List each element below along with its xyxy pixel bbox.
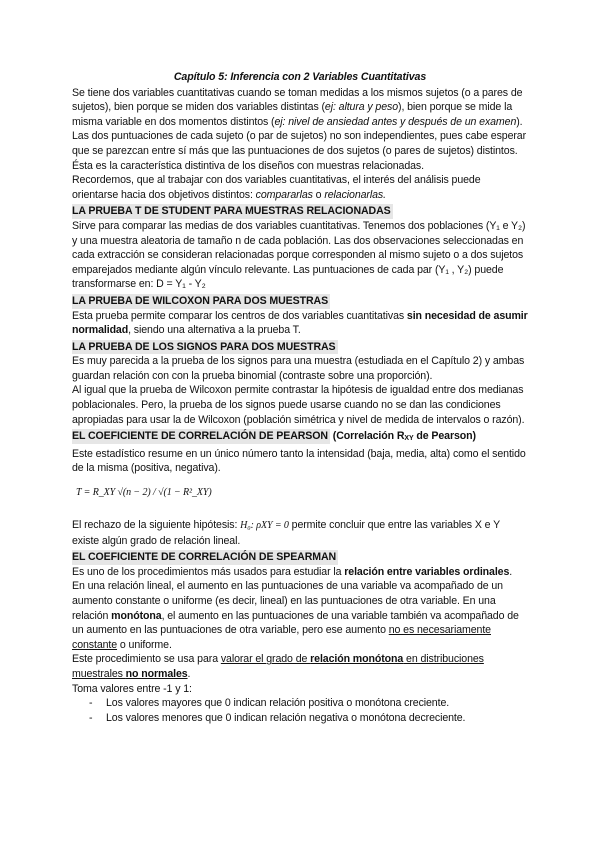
pearson-heading-extra: (Correlación R [329, 430, 405, 443]
wilcoxon-paragraph [72, 309, 528, 338]
intro-example-2: ej: nivel de ansiedad antes y después de un examen [274, 115, 517, 128]
spearman-underline: no es necesariamente constante [72, 624, 491, 651]
intro-paragraph-3 [72, 173, 528, 202]
spearman-paragraph-2 [72, 579, 528, 652]
objective-relate: relacionarlas. [324, 188, 386, 201]
pearson-paragraph-1: Este estadístico resume en un único número tanto la intensidad (baja, media, alta) como el sentido de la misma (positiva, negativa). [72, 447, 526, 475]
document-page [72, 70, 528, 725]
spearman-paragraph-4: Toma valores entre -1 y 1: [72, 682, 192, 695]
section-heading-pearson: EL COEFICIENTE DE CORRELACIÓN DE PEARSON [72, 430, 328, 443]
spearman-emphasis: monótona [111, 609, 162, 622]
spearman-text: En una relación lineal, el aumento en las puntuaciones de una variable va acompañado de un aumento constante o uniforme (es decir, lineal) en las puntuaciones de otra variable. En una relación [72, 580, 503, 622]
wilcoxon-text: , siendo una alternativa a la prueba T. [128, 324, 301, 337]
intro-paragraph-1 [72, 86, 528, 130]
spearman-underline: valorar el grado de [220, 653, 311, 666]
spearman-text: , el aumento en las puntuaciones de una variable también va acompañado de un aumento en las puntuaciones de otra variable, pero ese aumento [72, 609, 519, 637]
section-heading-spearman: EL COEFICIENTE DE CORRELACIÓN DE SPEARMAN [72, 551, 337, 564]
section-heading-signos: LA PRUEBA DE LOS SIGNOS PARA DOS MUESTRAS [72, 340, 336, 353]
intro-text: ), bien porque se mide la misma variable en dos momentos distintos ( [72, 101, 513, 128]
spearman-text: Es uno de los procedimientos más usados para estudiar la [72, 565, 345, 578]
spearman-bullet-list [72, 696, 528, 725]
t-student-paragraph: Sirve para comparar las medias de dos variables cuantitativas. Tenemos dos poblaciones (Y₁ e Y₂) y una muestra aleatoria de tamaño n de cada población. Las dos observaciones seleccionadas en cada extracción se consideran relacionadas porque corresponden al mismo sujeto o a dos sujetos emparejados mediante algún vínculo relevante. Las puntuaciones de cada par (Y₁ , Y₂) puede transformarse en: D = Y₁ - Y₂ [72, 219, 526, 291]
pearson-text: El rechazo de la siguiente hipótesis: [72, 519, 241, 532]
spearman-text: o uniforme. [117, 638, 172, 651]
section-heading-pearson-line [72, 428, 528, 447]
section-heading-t-student: LA PRUEBA T DE STUDENT PARA MUESTRAS RELACIONADAS [72, 205, 391, 218]
spearman-paragraph-3 [72, 652, 528, 681]
signos-paragraph-2: Al igual que la prueba de Wilcoxon permite contrastar la hipótesis de igualdad entre dos medianas poblacionales. Pero, la prueba de los signos puede usarse cuando no se dan las condiciones apropiadas para usar la de Wilcoxon (población simétrica y nivel de medida de intervalos o razón). [72, 384, 525, 426]
objective-compare: compararlas [255, 188, 313, 201]
spearman-underline: en distribuciones muestrales [72, 653, 484, 680]
spearman-emphasis: relación monótona [310, 653, 404, 666]
pearson-t-formula: T = R_XY √(n − 2) / √(1 − R²_XY) [76, 487, 212, 499]
list-item: - Los valores mayores que 0 indican relación positiva o monótona creciente. [106, 696, 528, 711]
pearson-text: permite concluir que entre las variables X e Y existe algún grado de relación lineal. [72, 519, 500, 547]
chapter-title: Capítulo 5: Inferencia con 2 Variables Cuantitativas [173, 71, 427, 83]
pearson-heading-subscript: XY [404, 435, 414, 443]
spearman-paragraph-1 [72, 565, 528, 580]
intro-text: o [312, 188, 325, 201]
list-item: - Los valores menores que 0 indican relación negativa o monótona decreciente. [106, 711, 528, 726]
spearman-text: . [187, 667, 191, 680]
spearman-text: . [509, 565, 513, 578]
null-hypothesis: H₀: ρXY = 0 [240, 520, 289, 532]
spearman-emphasis: no normales [125, 667, 188, 680]
spearman-text: Este procedimiento se usa para [72, 653, 221, 666]
intro-example-1: ej: altura y peso [324, 101, 399, 114]
signos-paragraph-1: Es muy parecida a la prueba de los signos para una muestra (estudiada en el Capítulo 2) y ambas guardan relación con con la prueba binomial (contraste sobre una proporción). [72, 355, 525, 382]
intro-paragraph-2: Las dos puntuaciones de cada sujeto (o par de sujetos) no son independientes, pues cabe esperar que se parezcan entre sí más que las puntuaciones de dos sujetos (o pares de sujetos) distintos. Ésta es la característica distintiva de los diseños con muestras relacionadas. [72, 130, 527, 172]
intro-text: Recordemos, que al trabajar con dos variables cuantitativas, el interés del análisis puede orientarse hacia dos objetivos distintos: [72, 174, 481, 201]
wilcoxon-text: Esta prueba permite comparar los centros de dos variables cuantitativas [72, 309, 407, 322]
pearson-heading-extra: de Pearson) [413, 430, 476, 443]
intro-text: Se tiene dos variables cuantitativas cuando se toman medidas a los mismos sujetos (o a pares de sujetos), bien porque se miden dos variables distintas ( [72, 86, 523, 114]
wilcoxon-emphasis: sin necesidad de asumir normalidad [72, 309, 528, 337]
section-heading-wilcoxon: LA PRUEBA DE WILCOXON PARA DOS MUESTRAS [72, 294, 329, 307]
spearman-emphasis: relación entre variables ordinales [344, 565, 510, 578]
intro-text: ). [516, 115, 523, 128]
pearson-paragraph-2 [72, 518, 528, 548]
